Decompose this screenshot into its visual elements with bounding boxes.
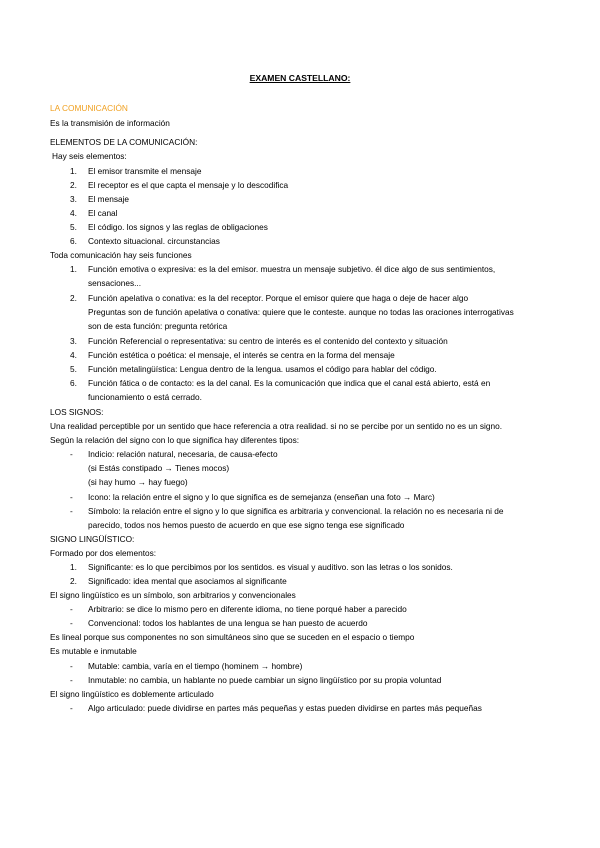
text-line: Es lineal porque sus componentes no son simultáneos sino que se suceden en el espacio o tiempo xyxy=(50,632,415,642)
list-number: 4. xyxy=(70,208,77,218)
list-text: El código. los signos y las reglas de obligaciones xyxy=(88,222,268,232)
text-line: Es mutable e inmutable xyxy=(50,646,137,656)
list-text: Significante: es lo que percibimos por los sentidos. es visual y auditivo. son las letras o los sonidos. xyxy=(88,562,453,572)
text-line: El signo lingüístico es un símbolo, son arbitrarios y convencionales xyxy=(50,590,296,600)
bullet-dash: - xyxy=(70,703,73,713)
list-text: Función apelativa o conativa: es la del receptor. Porque el emisor quiere que haga o deje de hacer algo xyxy=(88,293,469,303)
bullet-item xyxy=(70,703,482,714)
list-number: 5. xyxy=(70,364,77,374)
text-line: (si hay humo → hay fuego) xyxy=(88,477,188,487)
list-item xyxy=(70,378,490,389)
list-text: Función Referencial o representativa: su centro de interés es el contenido del contexto y situación xyxy=(88,336,448,346)
bullet-item xyxy=(70,449,278,460)
bullet-text: Indicio: relación natural, necesaria, de causa-efecto xyxy=(88,449,278,459)
bullet-item xyxy=(70,506,504,517)
list-number: 6. xyxy=(70,236,77,246)
list-item xyxy=(70,236,220,247)
list-number: 4. xyxy=(70,350,77,360)
bullet-text: Icono: la relación entre el signo y lo que significa es de semejanza (enseñan una foto → Marc) xyxy=(88,492,435,502)
list-number: 1. xyxy=(70,264,77,274)
bullet-text: Mutable: cambia, varía en el tiempo (hominem → hombre) xyxy=(88,661,303,671)
bullet-dash: - xyxy=(70,506,73,516)
bullet-item xyxy=(70,618,368,629)
list-number: 3. xyxy=(70,194,77,204)
bullet-dash: - xyxy=(70,675,73,685)
list-item xyxy=(70,336,448,347)
text-line: Formado por dos elementos: xyxy=(50,548,157,558)
text-line: parecido, todos nos hemos puesto de acuerdo en que ese signo tenga ese significado xyxy=(88,520,405,530)
section-heading-signo-linguistico: SIGNO LINGÜÍSTICO: xyxy=(50,534,135,544)
document-title: EXAMEN CASTELLANO: xyxy=(249,73,351,83)
text-line: son de esta función: pregunta retórica xyxy=(88,321,228,331)
bullet-dash: - xyxy=(70,661,73,671)
list-text: Significado: idea mental que asociamos al significante xyxy=(88,576,287,586)
bullet-item xyxy=(70,604,407,615)
list-number: 6. xyxy=(70,378,77,388)
list-number: 1. xyxy=(70,562,77,572)
list-item xyxy=(70,293,468,304)
list-number: 3. xyxy=(70,336,77,346)
list-number: 5. xyxy=(70,222,77,232)
bullet-text: Inmutable: no cambia, un hablante no puede cambiar un signo lingüístico por su propia voluntad xyxy=(88,675,442,685)
list-item xyxy=(70,576,287,587)
section-heading-signos: LOS SIGNOS: xyxy=(50,407,104,417)
list-number: 2. xyxy=(70,180,77,190)
bullet-dash: - xyxy=(70,492,73,502)
list-text: El receptor es el que capta el mensaje y lo descodifica xyxy=(88,180,289,190)
text-line: Es la transmisión de información xyxy=(50,118,170,128)
list-number: 2. xyxy=(70,293,77,303)
list-number: 1. xyxy=(70,166,77,176)
bullet-item xyxy=(70,661,302,672)
list-text: El canal xyxy=(88,208,118,218)
list-item xyxy=(70,350,395,361)
list-text: El mensaje xyxy=(88,194,130,204)
list-item xyxy=(70,562,453,573)
list-text: Función estética o poética: el mensaje, el interés se centra en la forma del mensaje xyxy=(88,350,395,360)
bullet-text: Símbolo: la relación entre el signo y lo que significa es arbitraria y convencional. la relación no es necesaria ni de xyxy=(88,506,504,516)
list-text: Función metalingüística: Lengua dentro de la lengua. usamos el código para hablar del código. xyxy=(88,364,437,374)
bullet-text: Convencional: todos los hablantes de una lengua se han puesto de acuerdo xyxy=(88,618,368,628)
list-number: 2. xyxy=(70,576,77,586)
list-item xyxy=(70,264,495,275)
text-line: Una realidad perceptible por un sentido que hace referencia a otra realidad. si no se percibe por un sentido no es un signo. xyxy=(50,421,503,431)
list-item xyxy=(70,208,118,219)
section-heading-elementos: ELEMENTOS DE LA COMUNICACIÓN: xyxy=(50,137,198,147)
text-line: El signo lingüístico es doblemente articulado xyxy=(50,689,214,699)
text-line: Hay seis elementos: xyxy=(52,151,127,161)
list-item xyxy=(70,194,129,205)
bullet-dash: - xyxy=(70,618,73,628)
bullet-text: Algo articulado: puede dividirse en partes más pequeñas y estas pueden dividirse en partes más pequeñas xyxy=(88,703,482,713)
list-item xyxy=(70,222,268,233)
bullet-text: Arbitrario: se dice lo mismo pero en diferente idioma, no tiene porqué haber a parecido xyxy=(88,604,407,614)
text-line: Toda comunicación hay seis funciones xyxy=(50,250,192,260)
text-line: (si Estás constipado → Tienes mocos) xyxy=(88,463,230,473)
list-item xyxy=(70,364,437,375)
text-line: sensaciones... xyxy=(88,278,142,288)
list-item xyxy=(70,180,288,191)
list-text: Función fática o de contacto: es la del canal. Es la comunicación que indica que el canal está abierto, está en xyxy=(88,378,491,388)
list-text: El emisor transmite el mensaje xyxy=(88,166,202,176)
bullet-dash: - xyxy=(70,604,73,614)
section-heading-comunicacion: LA COMUNICACIÓN xyxy=(50,103,128,113)
text-line: Según la relación del signo con lo que significa hay diferentes tipos: xyxy=(50,435,300,445)
bullet-item xyxy=(70,675,441,686)
list-text: Contexto situacional. circunstancias xyxy=(88,236,220,246)
text-line: Preguntas son de función apelativa o conativa: quiere que le conteste. aunque no todas las oraciones interrogativas xyxy=(88,307,514,317)
text-line: funcionamiento o está cerrado. xyxy=(88,392,202,402)
list-text: Función emotiva o expresiva: es la del emisor. muestra un mensaje subjetivo. él dice algo de sus sentimientos, xyxy=(88,264,496,274)
bullet-item xyxy=(70,492,435,503)
bullet-dash: - xyxy=(70,449,73,459)
list-item xyxy=(70,166,201,177)
